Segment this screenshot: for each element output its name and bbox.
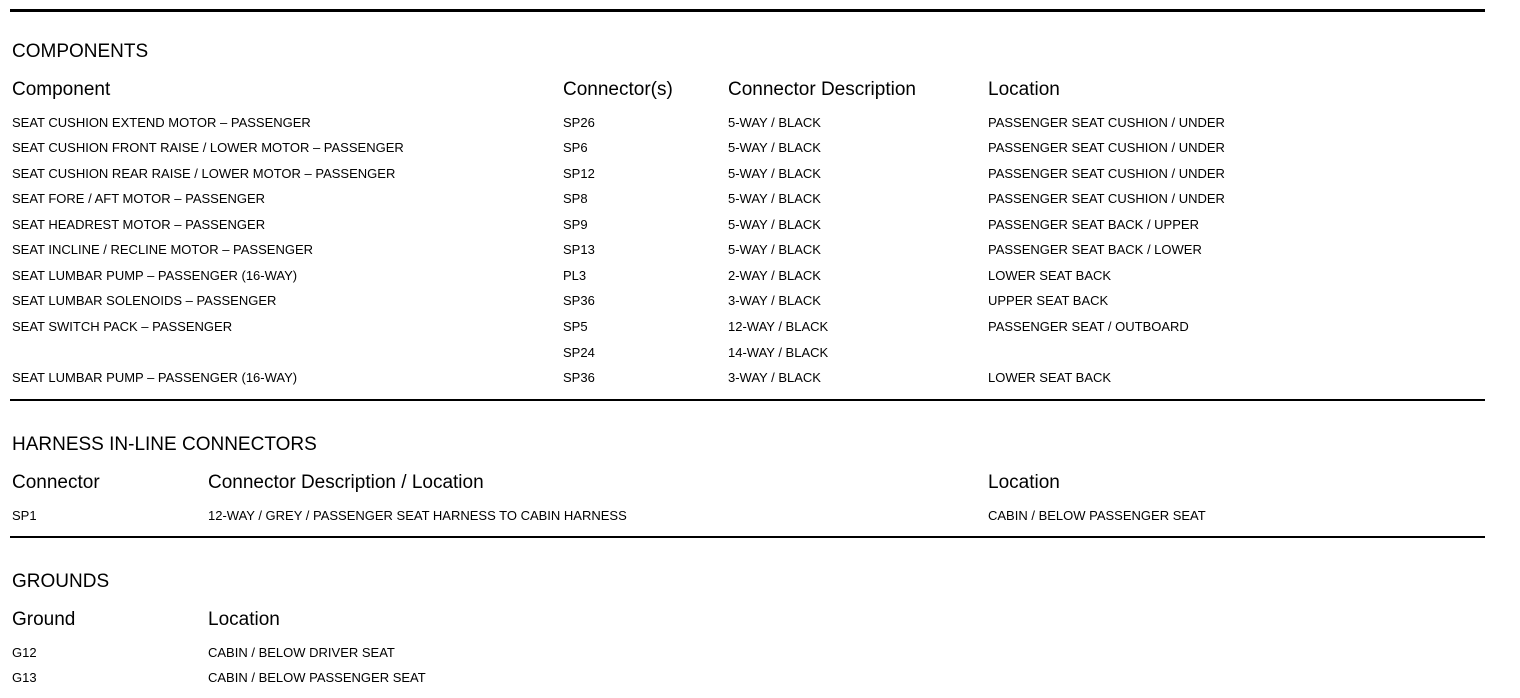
connector-id: SP5 [563, 319, 588, 334]
component-location: LOWER SEAT BACK [988, 370, 1112, 385]
table-row [0, 217, 1520, 239]
connector-description: 2-WAY / BLACK [728, 268, 821, 283]
connector-id: SP9 [563, 217, 588, 232]
connector-id: SP36 [563, 370, 595, 385]
col-head-location: Location [208, 609, 280, 630]
connector-id: PL3 [563, 268, 587, 283]
connector-description: 14-WAY / BLACK [728, 345, 829, 360]
section-divider [10, 536, 1485, 538]
section-title-components: COMPONENTS [12, 41, 149, 62]
table-row [0, 242, 1520, 264]
table-row [0, 345, 1520, 367]
ground-id: G12 [12, 645, 37, 660]
component-name: SEAT INCLINE / RECLINE MOTOR – PASSENGER [12, 242, 313, 257]
table-row [0, 670, 1520, 692]
component-location: PASSENGER SEAT CUSHION / UNDER [988, 166, 1225, 181]
component-location: UPPER SEAT BACK [988, 293, 1109, 308]
ground-location: CABIN / BELOW DRIVER SEAT [208, 645, 395, 660]
component-name: SEAT CUSHION FRONT RAISE / LOWER MOTOR – PASSENGER [12, 140, 404, 155]
component-name: SEAT LUMBAR PUMP – PASSENGER (16-WAY) [12, 370, 298, 385]
table-row [0, 191, 1520, 213]
component-name: SEAT CUSHION REAR RAISE / LOWER MOTOR – PASSENGER [12, 166, 396, 181]
connector-description: 3-WAY / BLACK [728, 370, 821, 385]
col-head-connector: Connector [12, 472, 100, 493]
component-name: SEAT HEADREST MOTOR – PASSENGER [12, 217, 266, 232]
section-divider [10, 399, 1485, 401]
connector-id: SP26 [563, 115, 595, 130]
section-title-harness: HARNESS IN-LINE CONNECTORS [12, 434, 317, 455]
component-location: PASSENGER SEAT CUSHION / UNDER [988, 140, 1225, 155]
component-location: PASSENGER SEAT CUSHION / UNDER [988, 115, 1225, 130]
table-row [0, 319, 1520, 341]
table-row [0, 268, 1520, 290]
connector-description: 12-WAY / GREY / PASSENGER SEAT HARNESS TO CABIN HARNESS [208, 508, 627, 523]
section-title-grounds: GROUNDS [12, 571, 110, 592]
connector-id: SP12 [563, 166, 595, 181]
component-location: PASSENGER SEAT CUSHION / UNDER [988, 191, 1225, 206]
connector-id: SP36 [563, 293, 595, 308]
col-head-component: Component [12, 79, 111, 100]
component-location: PASSENGER SEAT BACK / LOWER [988, 242, 1202, 257]
connector-description: 5-WAY / BLACK [728, 166, 821, 181]
connector-description: 5-WAY / BLACK [728, 191, 821, 206]
table-row [0, 645, 1520, 667]
component-name: SEAT LUMBAR SOLENOIDS – PASSENGER [12, 293, 277, 308]
table-row [0, 166, 1520, 188]
connector-description: 5-WAY / BLACK [728, 140, 821, 155]
ground-id: G13 [12, 670, 37, 685]
col-head-location: Location [988, 79, 1060, 100]
col-head-connector-description: Connector Description [728, 79, 916, 100]
col-head-connector-description-location: Connector Description / Location [208, 472, 484, 493]
table-row [0, 115, 1520, 137]
component-name: SEAT LUMBAR PUMP – PASSENGER (16-WAY) [12, 268, 298, 283]
connector-location: CABIN / BELOW PASSENGER SEAT [988, 508, 1206, 523]
connector-description: 12-WAY / BLACK [728, 319, 829, 334]
component-name: SEAT CUSHION EXTEND MOTOR – PASSENGER [12, 115, 311, 130]
top-rule [10, 9, 1485, 12]
col-head-location: Location [988, 472, 1060, 493]
table-row [0, 370, 1520, 392]
connector-id: SP8 [563, 191, 588, 206]
connector-description: 3-WAY / BLACK [728, 293, 821, 308]
connector-id: SP13 [563, 242, 595, 257]
component-location: PASSENGER SEAT BACK / UPPER [988, 217, 1199, 232]
table-row [0, 508, 1520, 530]
connector-description: 5-WAY / BLACK [728, 217, 821, 232]
connector-id: SP1 [12, 508, 37, 523]
table-row [0, 293, 1520, 315]
component-location: PASSENGER SEAT / OUTBOARD [988, 319, 1189, 334]
col-head-ground: Ground [12, 609, 76, 630]
component-name: SEAT SWITCH PACK – PASSENGER [12, 319, 233, 334]
connector-description: 5-WAY / BLACK [728, 242, 821, 257]
component-name: SEAT FORE / AFT MOTOR – PASSENGER [12, 191, 266, 206]
component-location: LOWER SEAT BACK [988, 268, 1112, 283]
table-row [0, 140, 1520, 162]
connector-id: SP6 [563, 140, 588, 155]
connector-description: 5-WAY / BLACK [728, 115, 821, 130]
col-head-connectors: Connector(s) [563, 79, 673, 100]
ground-location: CABIN / BELOW PASSENGER SEAT [208, 670, 426, 685]
connector-id: SP24 [563, 345, 595, 360]
